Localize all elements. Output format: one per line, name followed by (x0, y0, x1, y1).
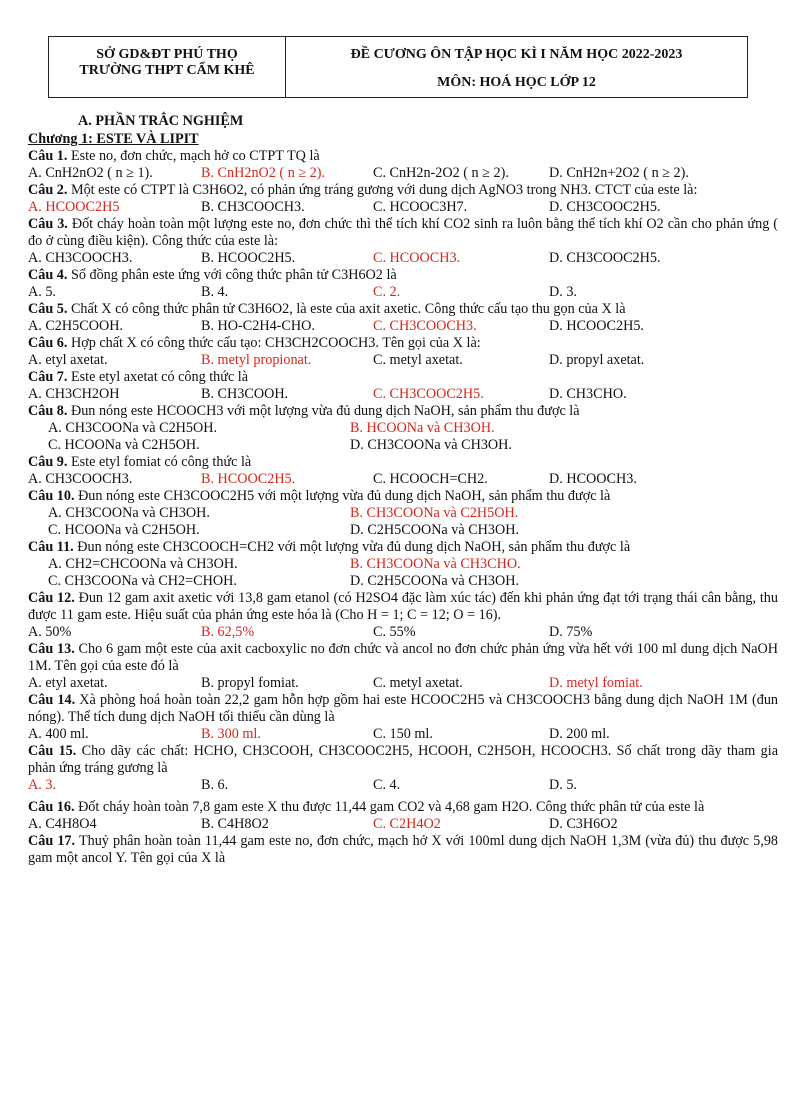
answer-option: D. HCOOCH3. (549, 471, 637, 487)
question-text: Este no, đơn chức, mạch hở co CTPT TQ là (70, 148, 320, 164)
question-label: Câu 3. (28, 216, 68, 232)
answer-option: C. 4. (373, 777, 401, 793)
options-row (28, 726, 778, 743)
chapter-title: Chương 1: ESTE VÀ LIPIT (28, 131, 199, 147)
answer-option: A. 5. (28, 284, 56, 300)
answer-option: C. HCOOCH3. (373, 250, 461, 266)
answer-option: C. CnH2n-2O2 ( n ≥ 2). (373, 165, 509, 181)
answer-option: D. HCOOC2H5. (549, 318, 644, 334)
answer-option: A. CH2=CHCOONa và CH3OH. (48, 556, 238, 572)
options-row (28, 284, 778, 301)
answer-option: B. 300 ml. (201, 726, 261, 742)
answer-option: B. C4H8O2 (201, 816, 269, 832)
question-stem (28, 216, 778, 250)
answer-option: C. CH3COOC2H5. (373, 386, 484, 402)
answer-option: D. 3. (549, 284, 577, 300)
question-label: Câu 9. (28, 454, 68, 470)
options-row (28, 437, 778, 454)
options-row (28, 420, 778, 437)
options-row (28, 386, 778, 403)
question-stem (28, 454, 778, 471)
question (28, 590, 778, 641)
answer-option: A. CH3COOCH3. (28, 471, 133, 487)
question (28, 369, 778, 403)
question-label: Câu 8. (28, 403, 68, 419)
header-table (48, 36, 748, 98)
answer-option: A. C4H8O4 (28, 816, 97, 832)
answer-option: A. HCOOC2H5 (28, 199, 120, 215)
question-label: Câu 13. (28, 641, 75, 657)
question-label: Câu 14. (28, 692, 76, 708)
options-row (28, 352, 778, 369)
question (28, 403, 778, 454)
answer-option: A. CnH2nO2 ( n ≥ 1). (28, 165, 153, 181)
question-label: Câu 2. (28, 182, 68, 198)
answer-option: B. metyl propionat. (201, 352, 312, 368)
content (28, 113, 778, 867)
answer-option: D. propyl axetat. (549, 352, 645, 368)
answer-option: A. CH3COONa và C2H5OH. (48, 420, 218, 436)
answer-option: A. 3. (28, 777, 56, 793)
options-row (28, 199, 778, 216)
question (28, 488, 778, 539)
question (28, 335, 778, 369)
question (28, 743, 778, 794)
answer-option: B. 6. (201, 777, 229, 793)
question-stem (28, 743, 778, 777)
answer-option: B. CnH2nO2 ( n ≥ 2). (201, 165, 326, 181)
question-text: Chất X có công thức phân tử C3H6O2, là este của axit axetic. Công thức cấu tạo thu gọn của X là (70, 301, 626, 317)
answer-option: D. 5. (549, 777, 577, 793)
question-text: Xà phòng hoá hoàn toàn 22,2 gam hỗn hợp gồm hai este HCOOC2H5 và CH3COOCH3 bằng dung dịch NaOH 1M (đun nóng). Thể tích dung dịch NaOH tối thiểu cần dùng là (28, 692, 779, 725)
question-text: Este etyl fomiat có công thức là (70, 454, 252, 470)
answer-option: D. CH3COOC2H5. (549, 199, 661, 215)
options-row (28, 471, 778, 488)
question (28, 267, 778, 301)
question-label: Câu 4. (28, 267, 68, 283)
answer-option: C. C2H4O2 (373, 816, 441, 832)
options-row (28, 522, 778, 539)
question-text: Thuỷ phân hoàn toàn 11,44 gam este no, đơn chức, mạch hở X với 100ml dung dịch NaOH 1,3M (vừa đủ) thu được 5,98 gam một ancol Y. Tên gọi của X là (28, 833, 779, 866)
question-text: Một este có CTPT là C3H6O2, có phản ứng tráng gương với dung dịch AgNO3 trong NH3. CTCT của este là: (70, 182, 698, 198)
answer-option: B. 62,5% (201, 624, 255, 640)
question (28, 833, 778, 867)
answer-option: C. HCOOCH=CH2. (373, 471, 488, 487)
header-school (49, 37, 286, 97)
answer-option: B. HO-C2H4-CHO. (201, 318, 315, 334)
question (28, 641, 778, 692)
question-text: Số đồng phân este ứng với công thức phân tử C3H6O2 là (70, 267, 397, 283)
options-row (28, 675, 778, 692)
answer-option: A. CH3COOCH3. (28, 250, 133, 266)
answer-option: D. 75% (549, 624, 593, 640)
answer-option: B. HCOOC2H5. (201, 471, 296, 487)
question-label: Câu 5. (28, 301, 68, 317)
answer-option: D. C2H5COONa và CH3OH. (350, 522, 520, 538)
answer-option: B. CH3COOH. (201, 386, 289, 402)
answer-option: C. CH3COOCH3. (373, 318, 477, 334)
answer-option: D. 200 ml. (549, 726, 610, 742)
question-stem (28, 267, 778, 284)
answer-option: D. CH3CHO. (549, 386, 627, 402)
answer-option: A. etyl axetat. (28, 352, 108, 368)
question-label: Câu 1. (28, 148, 68, 164)
header-exam-title: ĐỀ CƯƠNG ÔN TẬP HỌC KÌ I NĂM HỌC 2022-2023 (350, 47, 683, 62)
answer-option: D. C3H6O2 (549, 816, 618, 832)
question-text: Cho dãy các chất: HCHO, CH3COOH, CH3COOC2H5, HCOOH, C2H5OH, HCOOCH3. Số chất trong dãy tham gia phản ứng tráng gương là (28, 743, 779, 776)
question-label: Câu 17. (28, 833, 76, 849)
question (28, 148, 778, 182)
question-stem (28, 403, 778, 420)
answer-option: C. metyl axetat. (373, 675, 463, 691)
answer-option: C. metyl axetat. (373, 352, 463, 368)
answer-option: C. 150 ml. (373, 726, 433, 742)
options-row (28, 624, 778, 641)
options-row (28, 556, 778, 573)
question-label: Câu 10. (28, 488, 75, 504)
question-stem (28, 692, 778, 726)
options-row (28, 777, 778, 794)
answer-option: B. CH3COONa và CH3CHO. (350, 556, 521, 572)
answer-option: A. CH3COONa và CH3OH. (48, 505, 210, 521)
answer-option: C. 55% (373, 624, 416, 640)
question-stem (28, 182, 778, 199)
question-text: Đốt cháy hoàn toàn 7,8 gam este X thu được 11,44 gam CO2 và 4,68 gam H2O. Công thức phân tử của este là (78, 799, 705, 815)
answer-option: B. propyl fomiat. (201, 675, 299, 691)
question-stem (28, 488, 778, 505)
question-label: Câu 16. (28, 799, 75, 815)
answer-option: B. CH3COOCH3. (201, 199, 305, 215)
question-stem (28, 369, 778, 386)
question-stem (28, 833, 778, 867)
header-department: SỞ GD&ĐT PHÚ THỌ (96, 47, 238, 62)
answer-option: B. HCOONa và CH3OH. (350, 420, 495, 436)
answer-option: A. 50% (28, 624, 72, 640)
question (28, 539, 778, 590)
question-text: Cho 6 gam một este của axit cacboxylic no đơn chức và ancol no đơn chức phản ứng vừa hết với 100 ml dung dịch NaOH 1M. Tên gọi của este đó là (28, 641, 778, 674)
question-stem (28, 641, 778, 675)
answer-option: A. CH3CH2OH (28, 386, 120, 402)
question-stem (28, 590, 778, 624)
answer-option: D. CH3COONa và CH3OH. (350, 437, 512, 453)
question-text: Hợp chất X có công thức cấu tạo: CH3CH2COOCH3. Tên gọi của X là: (70, 335, 481, 351)
question-text: Este etyl axetat có công thức là (70, 369, 249, 385)
options-row (28, 573, 778, 590)
question-list (28, 148, 778, 867)
answer-option: B. 4. (201, 284, 229, 300)
answer-option: A. C2H5COOH. (28, 318, 123, 334)
section-title: A. PHẦN TRẮC NGHIỆM (78, 113, 244, 129)
question (28, 182, 778, 216)
answer-option: C. HCOOC3H7. (373, 199, 468, 215)
question (28, 454, 778, 488)
question-text: Đun nóng este CH3COOC2H5 với một lượng vừa đủ dung dịch NaOH, sản phẩm thu được là (78, 488, 611, 504)
options-row (28, 318, 778, 335)
options-row (28, 816, 778, 833)
answer-option: B. CH3COONa và C2H5OH. (350, 505, 519, 521)
header-school-name: TRƯỜNG THPT CẨM KHÊ (79, 63, 255, 78)
question-label: Câu 12. (28, 590, 75, 606)
question (28, 799, 778, 833)
options-row (28, 250, 778, 267)
answer-option: C. HCOONa và C2H5OH. (48, 522, 200, 538)
answer-option: D. C2H5COONa và CH3OH. (350, 573, 520, 589)
question-stem (28, 148, 778, 165)
question-stem (28, 539, 778, 556)
options-row (28, 165, 778, 182)
question-stem (28, 799, 778, 816)
question-stem (28, 335, 778, 352)
answer-option: A. etyl axetat. (28, 675, 108, 691)
header-subject: MÔN: HOÁ HỌC LỚP 12 (437, 75, 596, 90)
question-label: Câu 7. (28, 369, 68, 385)
question-text: Đun 12 gam axit axetic với 13,8 gam etanol (có H2SO4 đặc làm xúc tác) đến khi phản ứng đạt tới trạng thái cân bằng, thu được 11 gam este. Hiệu suất của phản ứng este hóa là (Cho H = 1; C = 12; O = 16). (28, 590, 778, 623)
question-text: Đốt cháy hoàn toàn một lượng este no, đơn chức thì thể tích khí CO2 sinh ra luôn bằng thể tích khí O2 cần cho phản ứng ( đo ở cùng điều kiện). Công thức của este là: (28, 216, 778, 249)
answer-option: D. CH3COOC2H5. (549, 250, 661, 266)
answer-option: A. 400 ml. (28, 726, 89, 742)
answer-option: B. HCOOC2H5. (201, 250, 296, 266)
question (28, 301, 778, 335)
question-label: Câu 11. (28, 539, 74, 555)
question-text: Đun nóng este HCOOCH3 với một lượng vừa đủ dung dịch NaOH, sản phẩm thu được là (70, 403, 580, 419)
question-label: Câu 15. (28, 743, 77, 759)
answer-option: D. CnH2n+2O2 ( n ≥ 2). (549, 165, 689, 181)
question-text: Đun nóng este CH3COOCH=CH2 với một lượng vừa đủ dung dịch NaOH, sản phẩm thu được là (77, 539, 631, 555)
answer-option: D. metyl fomiat. (549, 675, 643, 691)
answer-option: C. HCOONa và C2H5OH. (48, 437, 200, 453)
answer-option: C. 2. (373, 284, 401, 300)
question-label: Câu 6. (28, 335, 68, 351)
question (28, 216, 778, 267)
answer-option: C. CH3COONa và CH2=CHOH. (48, 573, 237, 589)
header-exam (286, 37, 747, 97)
options-row (28, 505, 778, 522)
question (28, 692, 778, 743)
question-stem (28, 301, 778, 318)
